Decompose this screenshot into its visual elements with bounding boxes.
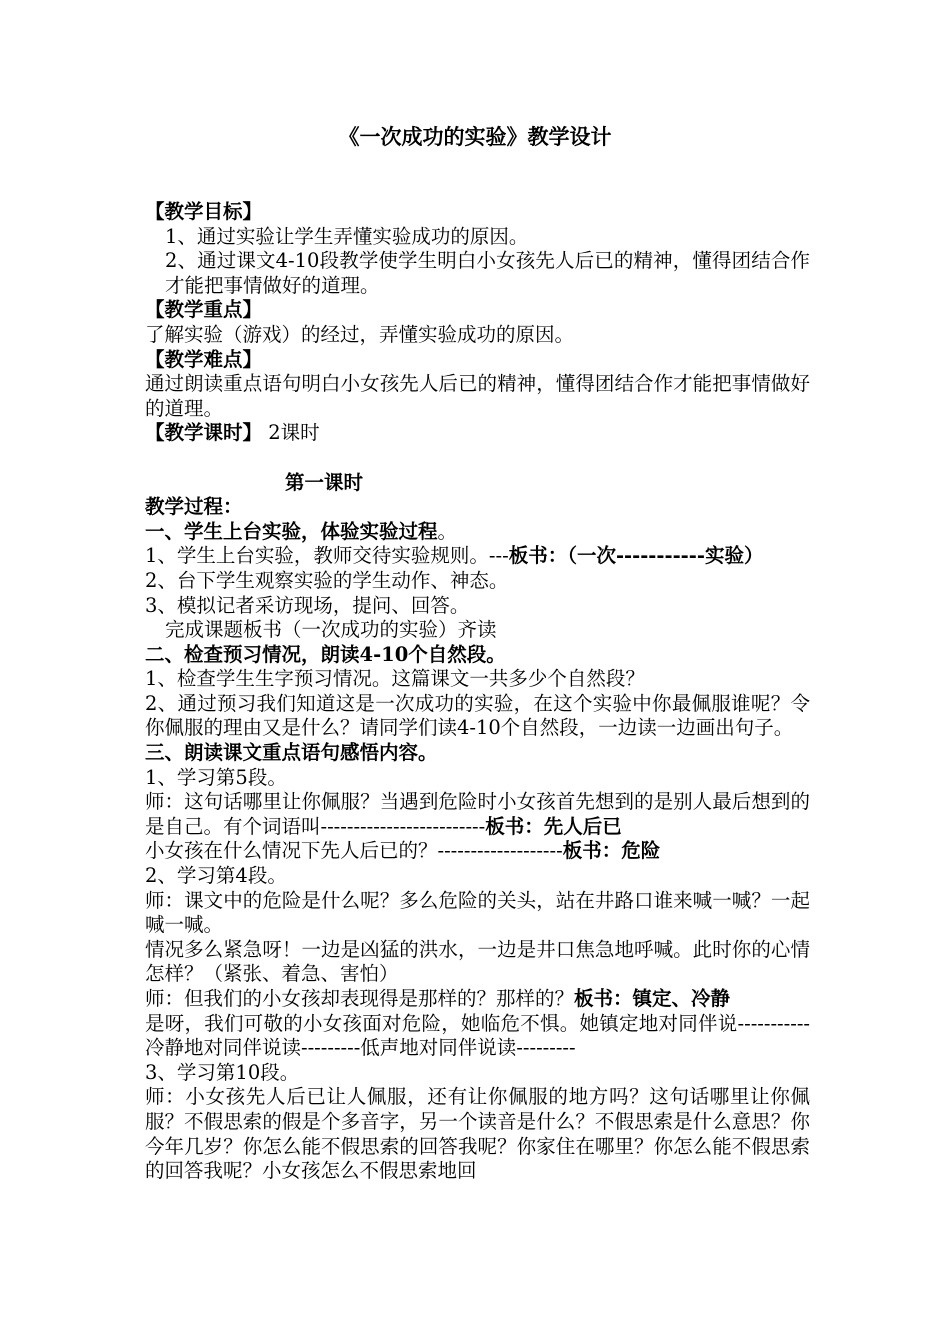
part1-item-1	[145, 544, 810, 569]
document-body	[145, 200, 810, 1184]
part3-item-4: 2、学习第4段。	[145, 864, 287, 888]
document-title: 《一次成功的实验》教学设计	[338, 124, 612, 149]
part3-item-6: 情况多么紧急呀！一边是凶猛的洪水，一边是井口焦急地呼喊。此时你的心情怎样？（紧张、着急、害怕）	[145, 937, 810, 986]
part1-item-3: 3、模拟记者采访现场，提问、回答。	[145, 593, 470, 617]
part1-heading-end: 。	[437, 519, 458, 543]
part1-heading-line	[145, 520, 810, 545]
part3-item-2-text: 师：这句话哪里让你佩服？当遇到危险时小女孩首先想到的是别人最后想到的是自己。有个词语叫-------------------------	[145, 790, 810, 838]
part3-item-3-text: 小女孩在什么情况下先人后已的？-------------------	[145, 839, 563, 863]
part2-item-2: 2、通过预习我们知道这是一次成功的实验，在这个实验中你最佩服谁呢？令你佩服的理由又是什么？请同学们读4-10个自然段，一边读一边画出句子。	[145, 691, 810, 740]
part3-heading: 三、朗读课文重点语句感悟内容。	[145, 741, 438, 765]
board-note-4: 板书：镇定、冷静	[574, 987, 731, 1010]
goals-heading: 【教学目标】	[145, 200, 263, 223]
part3-item-3	[145, 839, 810, 864]
difficulty-text: 通过朗读重点语句明白小女孩先人后已的精神，懂得团结合作才能把事情做好的道理。	[145, 372, 810, 420]
spacer	[145, 446, 810, 471]
lesson-title: 第一课时	[285, 470, 364, 494]
part3-item-5: 师：课文中的危险是什么呢？多么危险的关头，站在井路口谁来喊一喊？一起喊一喊。	[145, 888, 810, 937]
part2-item-1: 1、检查学生生字预习情况。这篇课文一共多少个自然段？	[145, 667, 645, 691]
part2-heading: 二、检查预习情况，朗读4-10个自然段。	[145, 642, 506, 666]
goal-2: 2、通过课文4-10段教学使学生明白小女孩先人后已的精神，懂得团结合作才能把事情做好的道理。	[165, 249, 810, 297]
part3-item-8: 是呀，我们可敬的小女孩面对危险，她临危不惧。她镇定地对同伴说-----------冷静地对同伴说读---------低声地对同伴说读---------	[145, 1011, 810, 1060]
part3-item-2	[145, 790, 810, 839]
hours-line	[145, 421, 810, 446]
focus-text: 了解实验（游戏）的经过，弄懂实验成功的原因。	[145, 322, 575, 346]
hours-heading: 【教学课时】	[145, 421, 263, 445]
part1-item-1-text: 1、学生上台实验，教师交待实验规则。---	[145, 544, 509, 568]
part3-item-10: 师：小女孩先人后已让人佩服，还有让你佩服的地方吗？这句话哪里让你佩服？不假思索的假是个多音字，另一个读音是什么？不假思索是什么意思？你今年几岁？你怎么能不假思索的回答我呢？你家住在哪里？你怎么能不假思索的回答我呢？小女孩怎么不假思索地回	[145, 1085, 810, 1183]
part3-item-7	[145, 987, 810, 1012]
goal-1: 1、通过实验让学生弄懂实验成功的原因。	[165, 224, 529, 248]
part1-heading: 一、学生上台实验，体验实验过程	[145, 519, 438, 543]
part3-item-1: 1、学习第5段。	[145, 765, 287, 789]
part3-item-7-text: 师：但我们的小女孩却表现得是那样的？那样的？	[145, 987, 575, 1010]
board-note-1: 板书：（一次-----------实验）	[508, 544, 764, 568]
difficulty-heading: 【教学难点】	[145, 347, 263, 371]
part3-item-9: 3、学习第10段。	[145, 1060, 300, 1084]
part1-item-4: 完成课题板书（一次成功的实验）齐读	[165, 618, 497, 642]
board-note-3: 板书：危险	[562, 839, 661, 863]
hours-text: 2课时	[268, 421, 320, 445]
part1-item-2: 2、台下学生观察实验的学生动作、神态。	[145, 568, 509, 592]
focus-heading: 【教学重点】	[145, 298, 263, 322]
process-heading: 教学过程：	[145, 495, 243, 519]
board-note-2: 板书：先人后已	[485, 814, 622, 838]
